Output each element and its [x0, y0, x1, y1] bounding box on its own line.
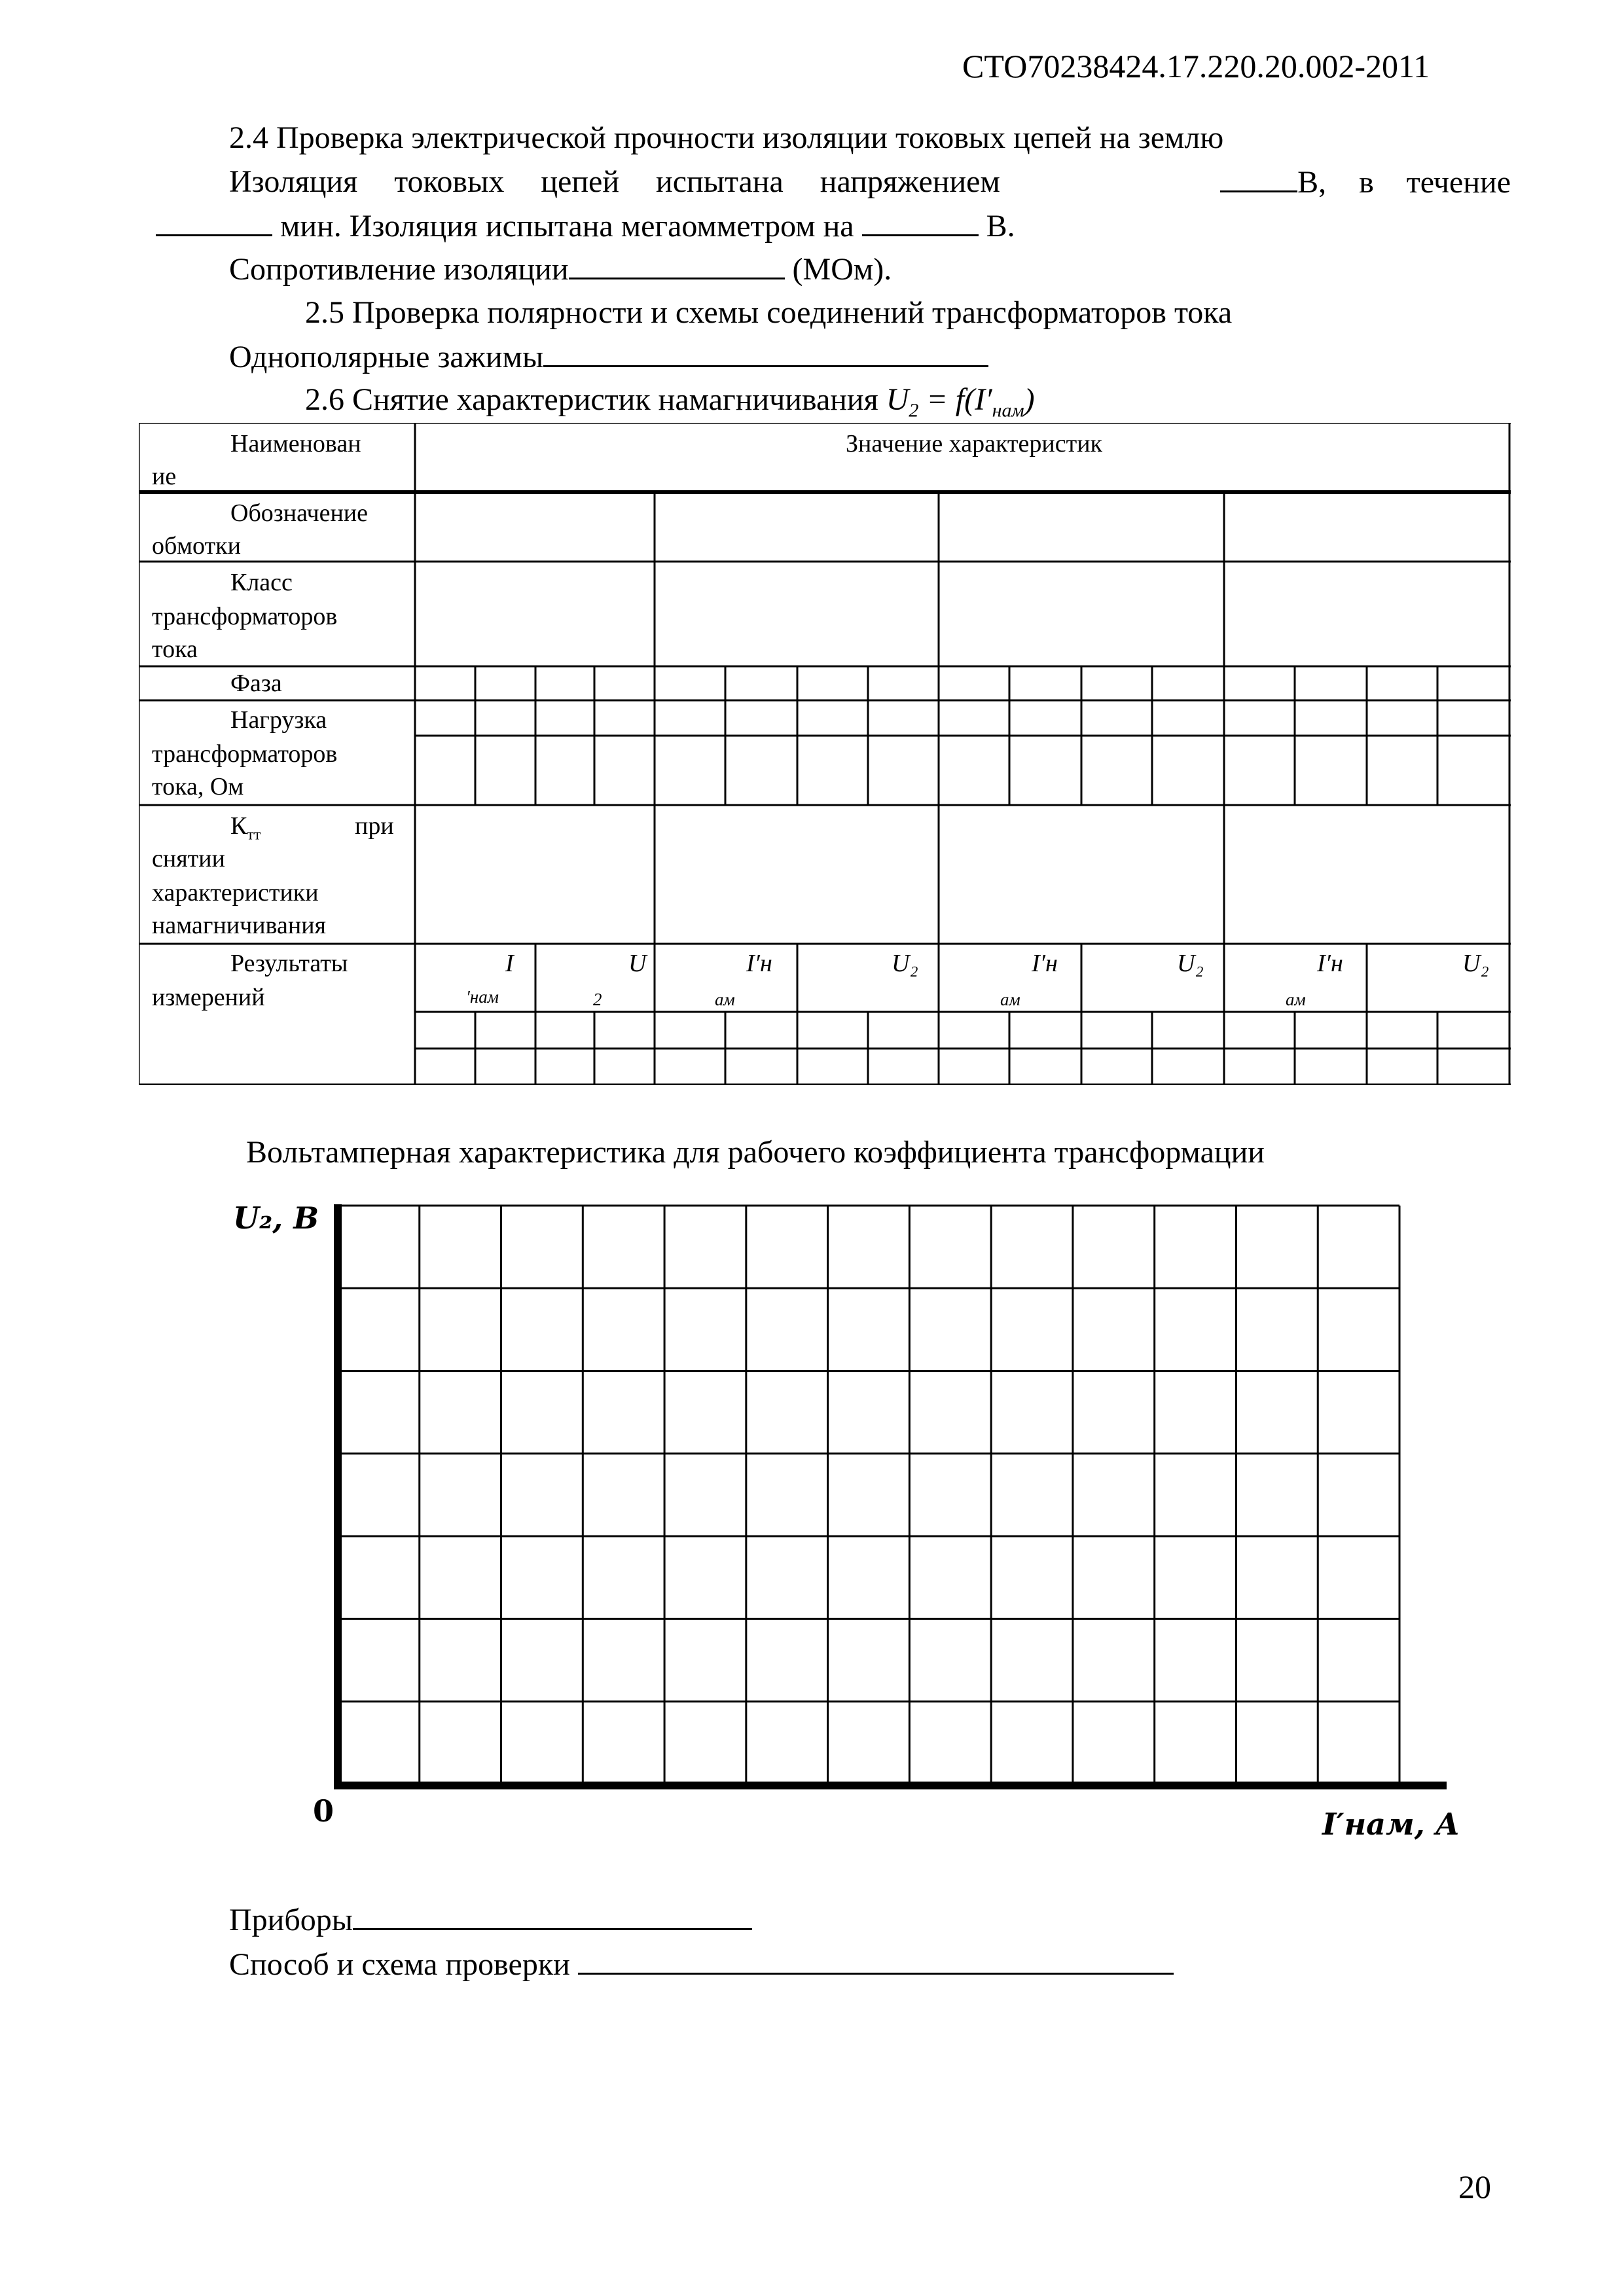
row-results-line1: Результаты [230, 950, 348, 977]
magnetization-table [139, 423, 1511, 1085]
section-2-5-title: 2.5 Проверка полярности и схемы соединений трансформаторов тока [305, 295, 1233, 330]
formula-close: ) [1024, 382, 1035, 417]
line1-text-b: В, в течение [1297, 165, 1511, 200]
formula [886, 382, 1035, 422]
ktt-sub: тт [247, 826, 261, 844]
section-2-5-line [229, 335, 988, 379]
formula-eq: = f(I′ [918, 382, 992, 417]
meas-u2-2: U₂ [892, 950, 918, 977]
megger-voltage-blank[interactable] [862, 204, 979, 236]
meas-i-nam-4-sub: ам [1286, 990, 1306, 1009]
row-ktt-line1 [230, 809, 261, 853]
method-blank[interactable] [578, 1943, 1174, 1975]
method-line [229, 1943, 1174, 1986]
chart-title: Вольтамперная характеристика для рабочего коэффициента трансформации [246, 1135, 1265, 1170]
voltage-blank[interactable] [1220, 160, 1297, 192]
line2-text-b: В. [986, 209, 1015, 243]
value-header: Значение характеристик [846, 430, 1103, 457]
meas-u2-1: U [628, 950, 647, 977]
meas-i-nam-1: I [505, 950, 514, 977]
y-axis-label: U₂, В [233, 1200, 319, 1236]
section-2-4-line3 [229, 247, 892, 291]
row-class-line1: Класс [230, 569, 293, 596]
section-2-4-line1 [229, 160, 1511, 204]
method-label: Способ и схема проверки [229, 1947, 570, 1982]
row-load-line3: тока, Ом [152, 773, 244, 800]
row-ktt-line2: снятии [152, 845, 225, 872]
section-2-6-text: 2.6 Снятие характеристик намагничивания [305, 382, 878, 417]
row-load-line2: трансформаторов [152, 740, 338, 768]
meas-u2-4: U₂ [1462, 950, 1489, 977]
line2-text-a: мин. Изоляция испытана мегаомметром на [280, 209, 854, 243]
ktt-k: К [230, 812, 247, 840]
row-class-line2: трансформаторов [152, 603, 338, 630]
minutes-blank[interactable] [156, 204, 272, 236]
row-ktt-pri: при [355, 812, 394, 840]
row-class-line3: тока [152, 636, 198, 663]
polarity-blank[interactable] [543, 335, 988, 367]
meas-i-nam-3-sub: ам [1000, 990, 1020, 1009]
meas-i-nam-2: I′н [746, 950, 772, 977]
row-phase: Фаза [230, 670, 282, 697]
resistance-blank[interactable] [569, 247, 785, 279]
meas-i-nam-1-sub: ′нам [466, 987, 499, 1007]
meas-u2-1-sub: 2 [593, 990, 602, 1009]
meas-i-nam-4: I′н [1317, 950, 1343, 977]
formula-u: U [886, 382, 909, 417]
row-load-line1: Нагрузка [230, 706, 327, 734]
line3-text-b: (МОм). [792, 252, 892, 287]
x-axis-label: I′нам, А [1322, 1806, 1460, 1842]
line1-right [1220, 160, 1511, 204]
page-number: 20 [1458, 2168, 1491, 2205]
meas-i-nam-3: I′н [1032, 950, 1058, 977]
section-2-4-title: 2.4 Проверка электрической прочности изоляции токовых цепей на землю [229, 120, 1224, 155]
devices-line [229, 1898, 752, 1942]
origin-label: 0 [313, 1793, 334, 1829]
polarity-label: Однополярные зажимы [229, 340, 544, 374]
row-winding-line1: Обозначение [230, 499, 368, 527]
formula-u-sub: 2 [909, 399, 919, 422]
row-ktt-line4: намагничивания [152, 912, 327, 939]
devices-label: Приборы [229, 1903, 353, 1937]
line3-text-a: Сопротивление изоляции [229, 252, 569, 287]
meas-i-nam-2-sub: ам [715, 990, 735, 1009]
row-ktt-line3: характеристики [152, 879, 319, 906]
formula-sub: нам [992, 399, 1024, 422]
document-code: СТО70238424.17.220.20.002-2011 [962, 48, 1430, 84]
devices-blank[interactable] [353, 1898, 752, 1930]
row-results-line2: измерений [152, 984, 265, 1011]
section-2-4-line2 [156, 204, 1015, 248]
row-winding-line2: обмотки [152, 532, 241, 560]
meas-u2-3: U₂ [1177, 950, 1204, 977]
row-name-line2: ие [152, 463, 177, 490]
row-name-line1: Наименован [230, 430, 361, 457]
line1-text-a: Изоляция токовых цепей испытана напряжением [229, 164, 1000, 199]
